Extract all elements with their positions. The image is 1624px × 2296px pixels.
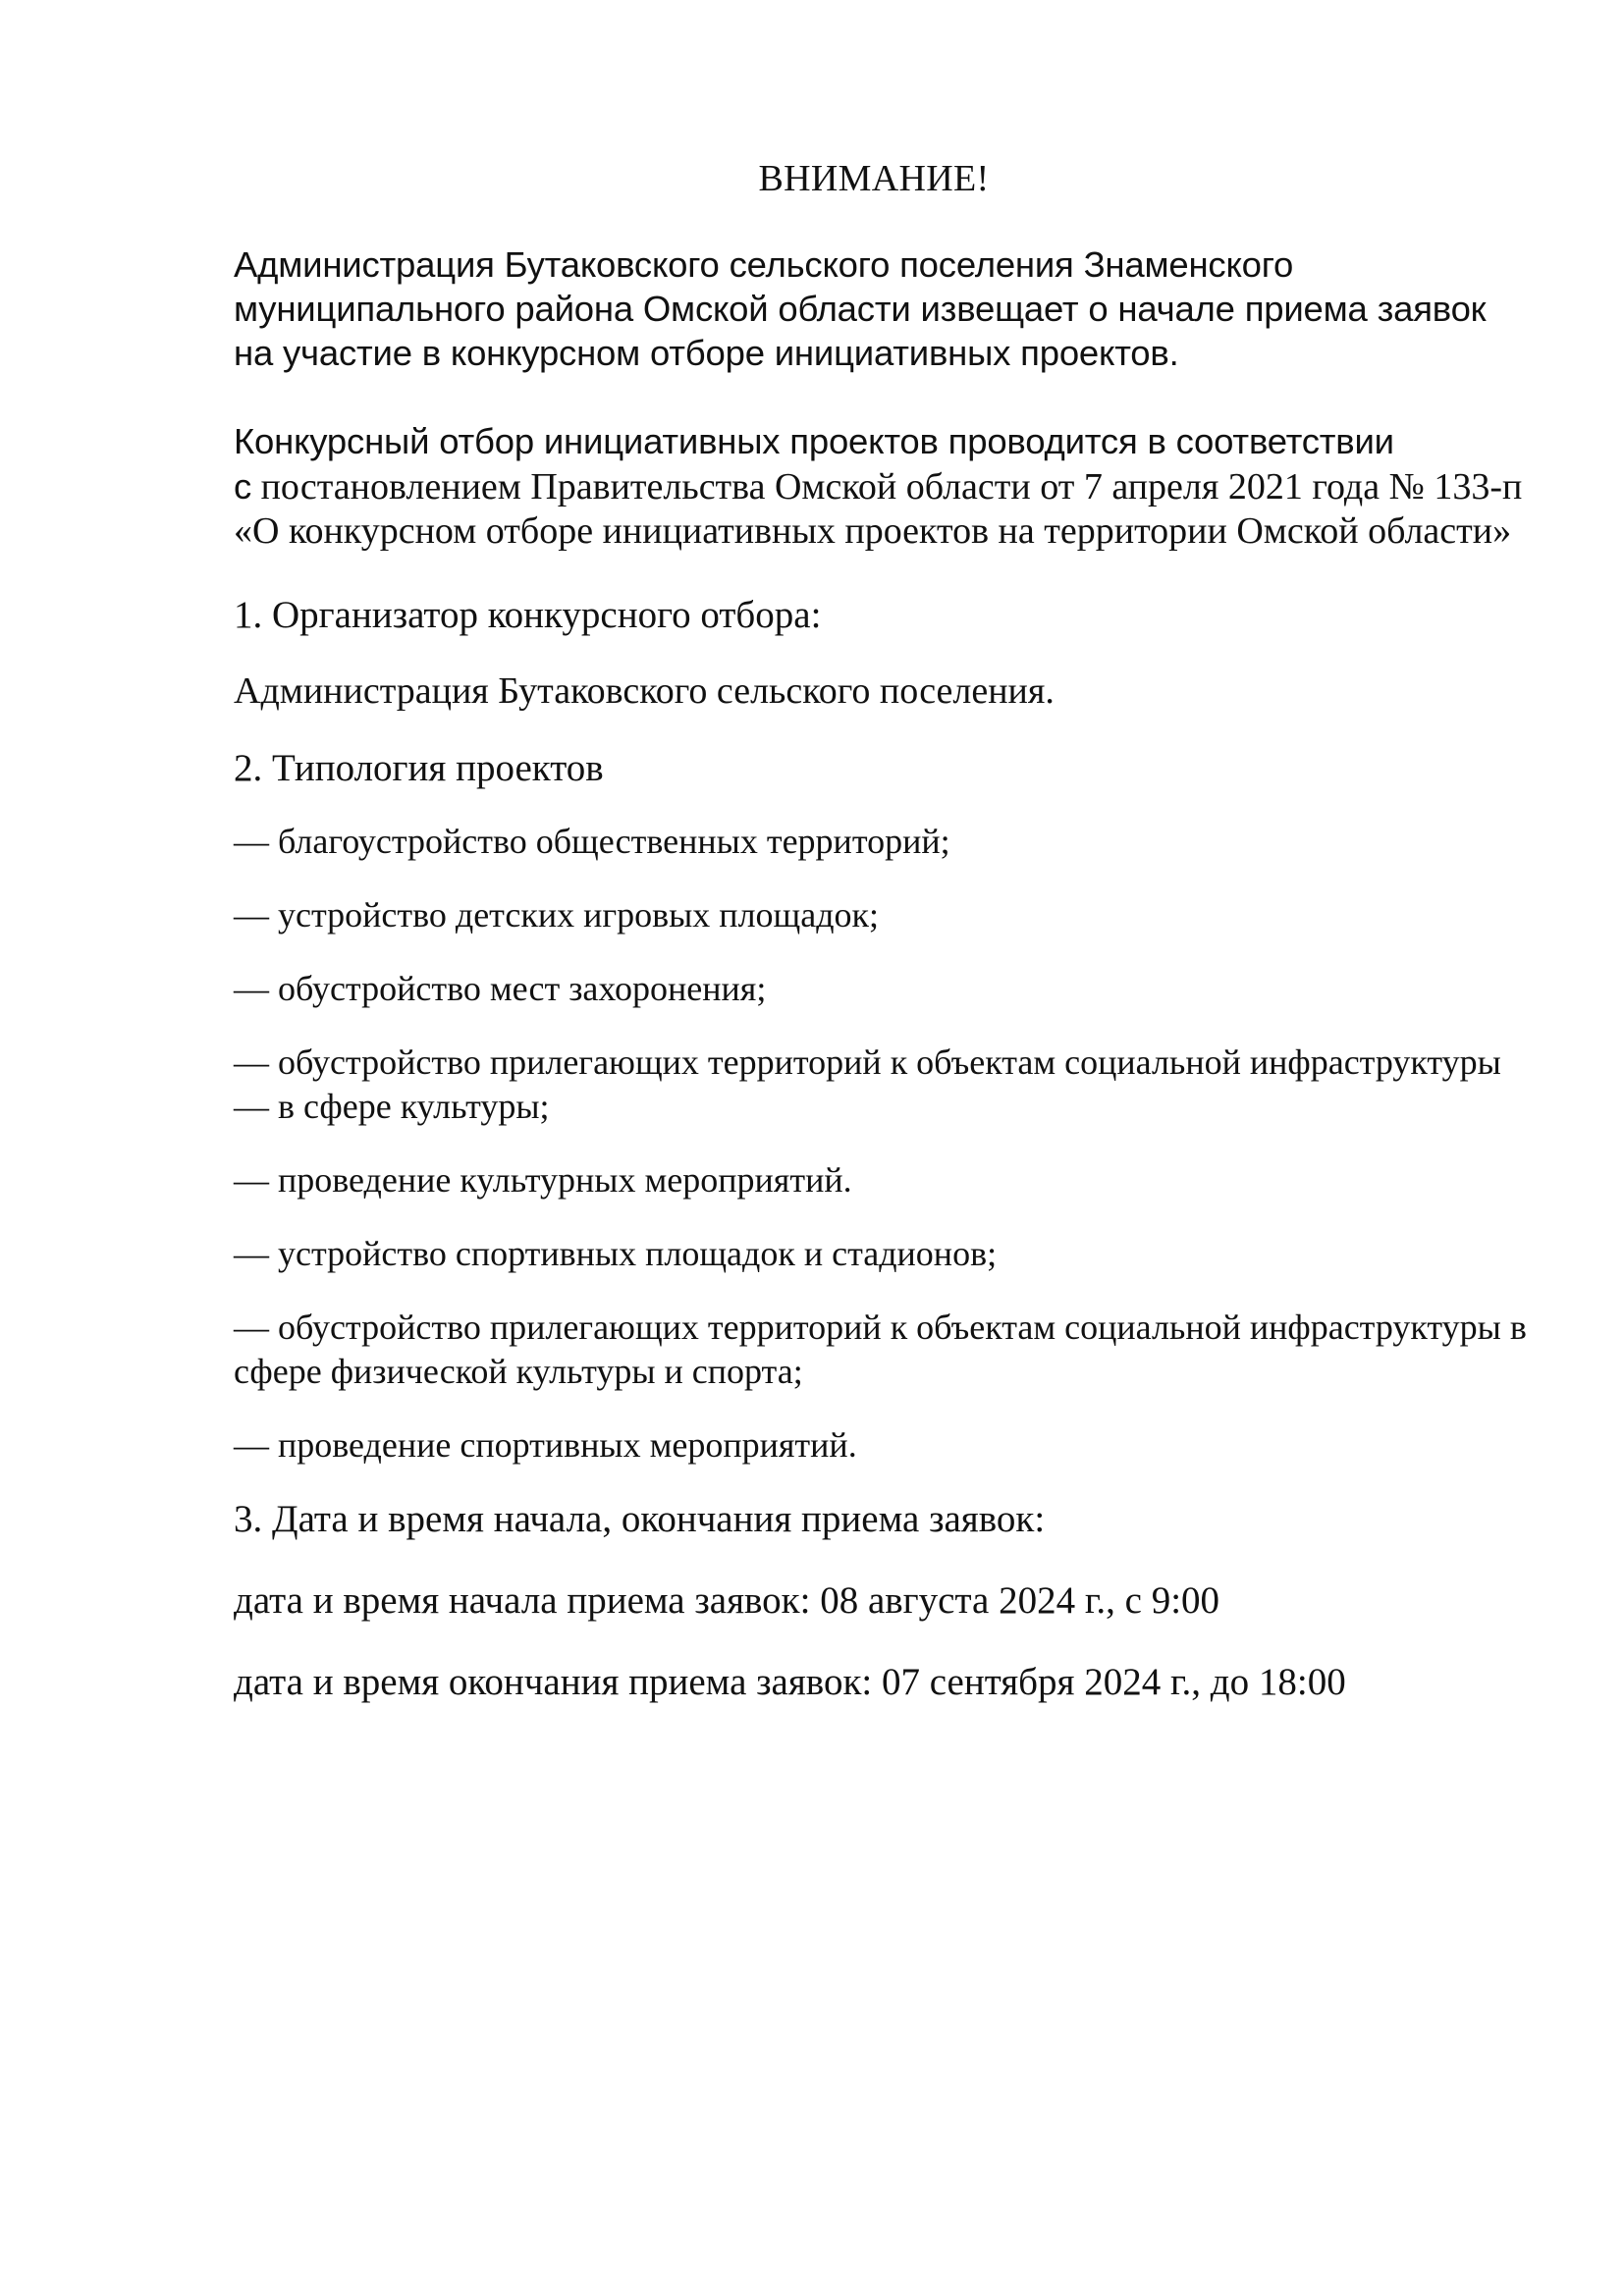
list-item: — устройство спортивных площадок и стадионов; bbox=[234, 1234, 998, 1273]
section-dates-heading: 3. Дата и время начала, окончания приема заявок: bbox=[234, 1498, 1046, 1540]
list-item: — обустройство мест захоронения; bbox=[234, 969, 767, 1008]
application-start-date: дата и время начала приема заявок: 08 августа 2024 г., с 9:00 bbox=[234, 1579, 1220, 1622]
list-item: — устройство детских игровых площадок; bbox=[234, 895, 880, 934]
legal-basis-first-line: Конкурсный отбор инициативных проектов проводится в соответствии bbox=[234, 421, 1394, 461]
list-item: — обустройство прилегающих территорий к объектам социальной инфраструктуры в сфере физической культуры и спорта; bbox=[234, 1308, 1527, 1391]
list-item: — проведение спортивных мероприятий. bbox=[234, 1425, 857, 1465]
list-item: — проведение культурных мероприятий. bbox=[234, 1160, 852, 1200]
section-organizer-heading: 1. Организатор конкурсного отбора: bbox=[234, 594, 822, 636]
project-types-list bbox=[234, 820, 1530, 1468]
document-body bbox=[234, 242, 1530, 1704]
legal-basis-paragraph bbox=[234, 419, 1530, 554]
legal-basis-prefix: с bbox=[234, 466, 252, 507]
intro-paragraph: Администрация Бутаковского сельского поселения Знаменского муниципального района Омской области извещает о начале приема заявок на участие в конкурсном отборе инициативных проектов. bbox=[234, 244, 1487, 373]
page-title: ВНИМАНИЕ! bbox=[758, 158, 990, 199]
application-end-date: дата и время окончания приема заявок: 07 сентября 2024 г., до 18:00 bbox=[234, 1661, 1346, 1703]
legal-basis-text: постановлением Правительства Омской области от 7 апреля 2021 года № 133-п «О конкурсном отборе инициативных проектов на территории Омской области» bbox=[234, 466, 1523, 552]
section-typology-heading: 2. Типология проектов bbox=[234, 747, 604, 789]
organizer-name: Администрация Бутаковского сельского поселения. bbox=[234, 670, 1055, 712]
list-item: — благоустройство общественных территорий; bbox=[234, 822, 950, 861]
list-item: — обустройство прилегающих территорий к объектам социальной инфраструктуры — в сфере культуры; bbox=[234, 1042, 1501, 1126]
